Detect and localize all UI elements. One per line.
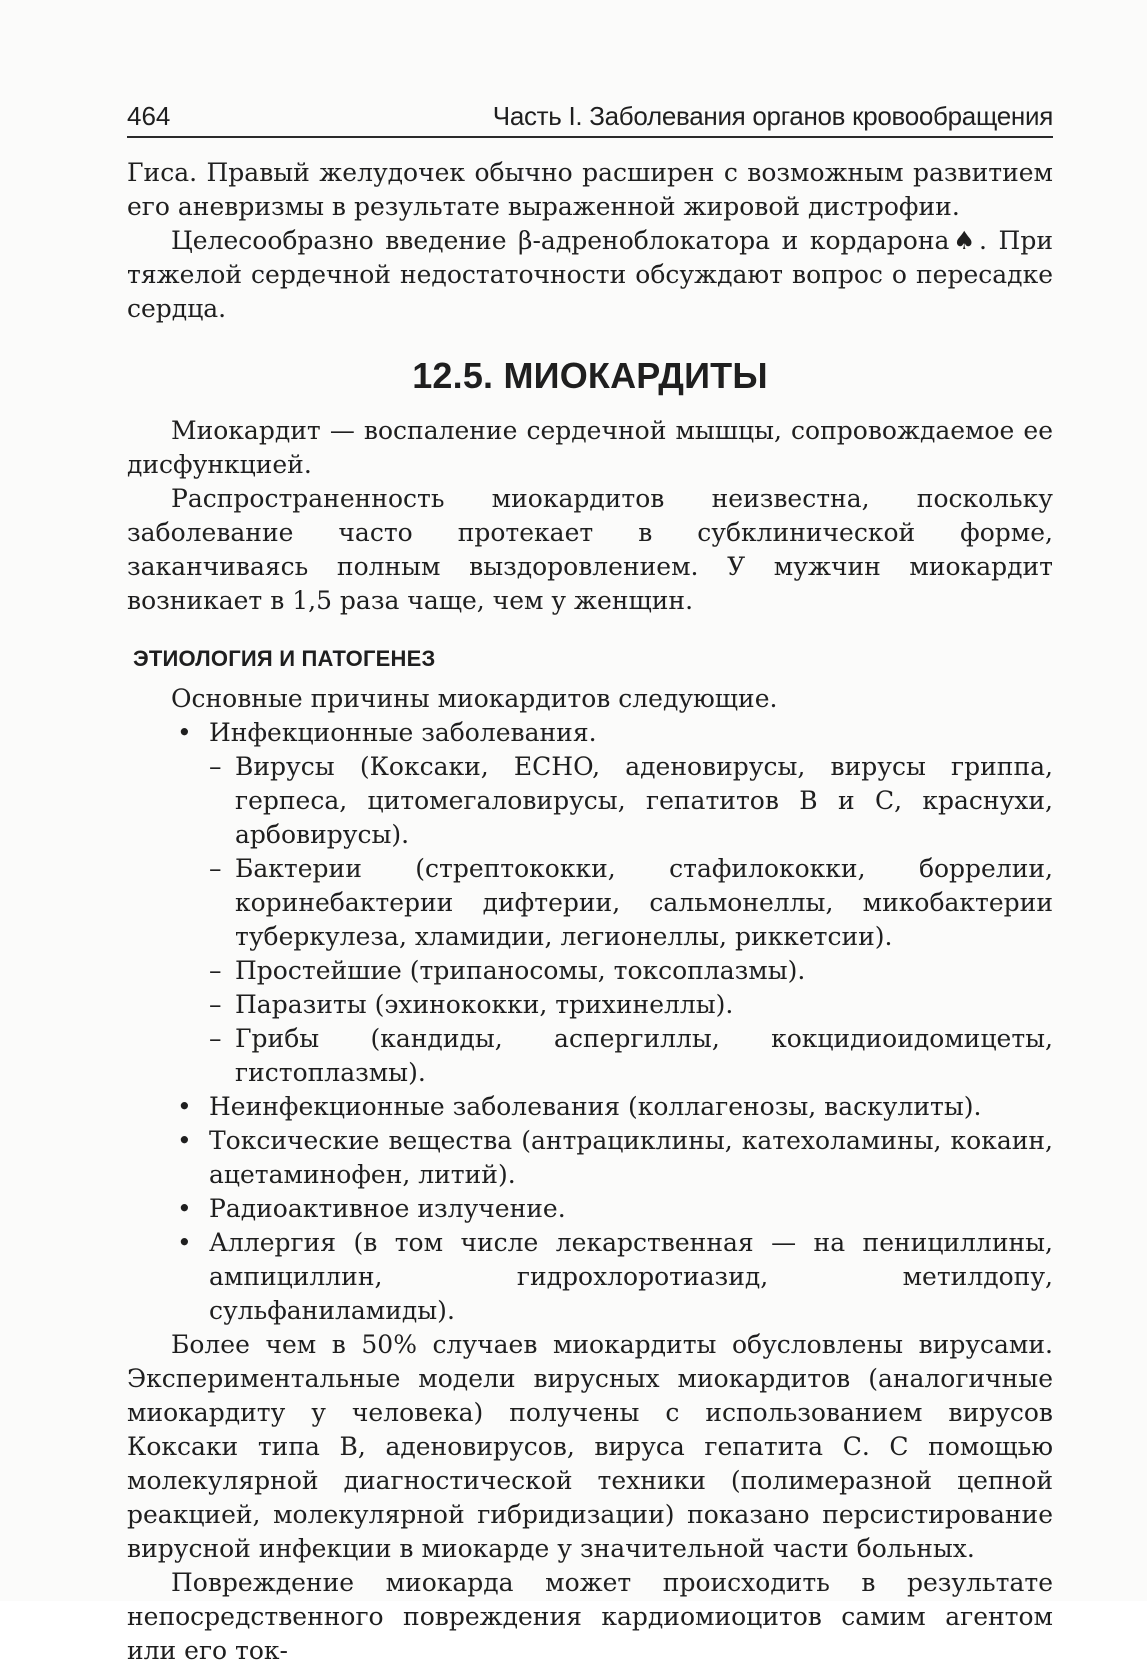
list-item: – Паразиты (эхинококки, трихинеллы). xyxy=(235,988,1053,1022)
list-item: • Токсические вещества (антрациклины, катехоламины, кокаин, ацетаминофен, литий). xyxy=(209,1124,1053,1192)
chapter-title: 12.5. МИОКАРДИТЫ xyxy=(412,355,768,396)
paragraph-viral: Более чем в 50% случаев миокардиты обусловлены вирусами. Экспериментальные модели вирусных миокардитов (аналогичные миокардиту у человека) получены с использованием вирусов Коксаки типа В, аденовирусов, вируса гепатита С. С помощью молекулярной диагностической техники (полимеразной цепной реакцией, молекулярной гибридизации) показано персистирование вирусной инфекции в миокарде у значительной части больных. xyxy=(127,1330,1053,1563)
list-item: – Вирусы (Коксаки, ECHO, аденовирусы, вирусы гриппа, герпеса, цитомегаловирусы, гепатитов В и С, краснухи, арбовирусы). xyxy=(235,750,1053,852)
section-lead: Основные причины миокардитов следующие. xyxy=(171,684,778,713)
list-item: • Аллергия (в том числе лекарственная — на пенициллины, ампициллин, гидрохлоротиазид, метилдопу, сульфаниламиды). xyxy=(209,1226,1053,1328)
section-title: ЭТИОЛОГИЯ И ПАТОГЕНЕЗ xyxy=(133,646,436,671)
page-header xyxy=(127,98,1053,138)
paragraph-treatment: Целесообразно введение β-адреноблокатора и кордарона♠. При тяжелой сердечной недостаточности обсуждают вопрос о пересадке сердца. xyxy=(127,226,1053,323)
list-item: • Неинфекционные заболевания (коллагенозы, васкулиты). xyxy=(209,1090,1053,1124)
infectious-sublist xyxy=(209,750,1053,1090)
paragraph-continued: Гиса. Правый желудочек обычно расширен с возможным развитием его аневризмы в результате выраженной жировой дистрофии. xyxy=(127,158,1053,221)
list-item: – Грибы (кандиды, аспергиллы, кокцидиоидомицеты, гистоплазмы). xyxy=(235,1022,1053,1090)
paragraph-prevalence: Распространенность миокардитов неизвестна, поскольку заболевание часто протекает в субклинической форме, заканчиваясь полным выздоровлением. У мужчин миокардит возникает в 1,5 раза чаще, чем у женщин. xyxy=(127,484,1053,615)
page-body xyxy=(127,156,1053,1668)
bullet-text: Инфекционные заболевания. xyxy=(209,718,597,747)
paragraph-damage: Повреждение миокарда может происходить в результате непосредственного повреждения кардиомиоцитов самим агентом или его ток- xyxy=(127,1568,1053,1665)
list-item xyxy=(209,716,1053,1090)
list-item: • Радиоактивное излучение. xyxy=(209,1192,1053,1226)
list-item: – Бактерии (стрептококки, стафилококки, боррелии, коринебактерии дифтерии, сальмонеллы, микобактерии туберкулеза, хламидии, легионеллы, риккетсии). xyxy=(235,852,1053,954)
list-item: – Простейшие (трипаносомы, токсоплазмы). xyxy=(235,954,1053,988)
causes-list xyxy=(127,716,1053,1328)
page-number: 464 xyxy=(127,101,171,131)
paragraph-definition: Миокардит — воспаление сердечной мышцы, сопровождаемое ее дисфункцией. xyxy=(127,416,1053,479)
running-title: Часть I. Заболевания органов кровообращения xyxy=(492,101,1053,131)
